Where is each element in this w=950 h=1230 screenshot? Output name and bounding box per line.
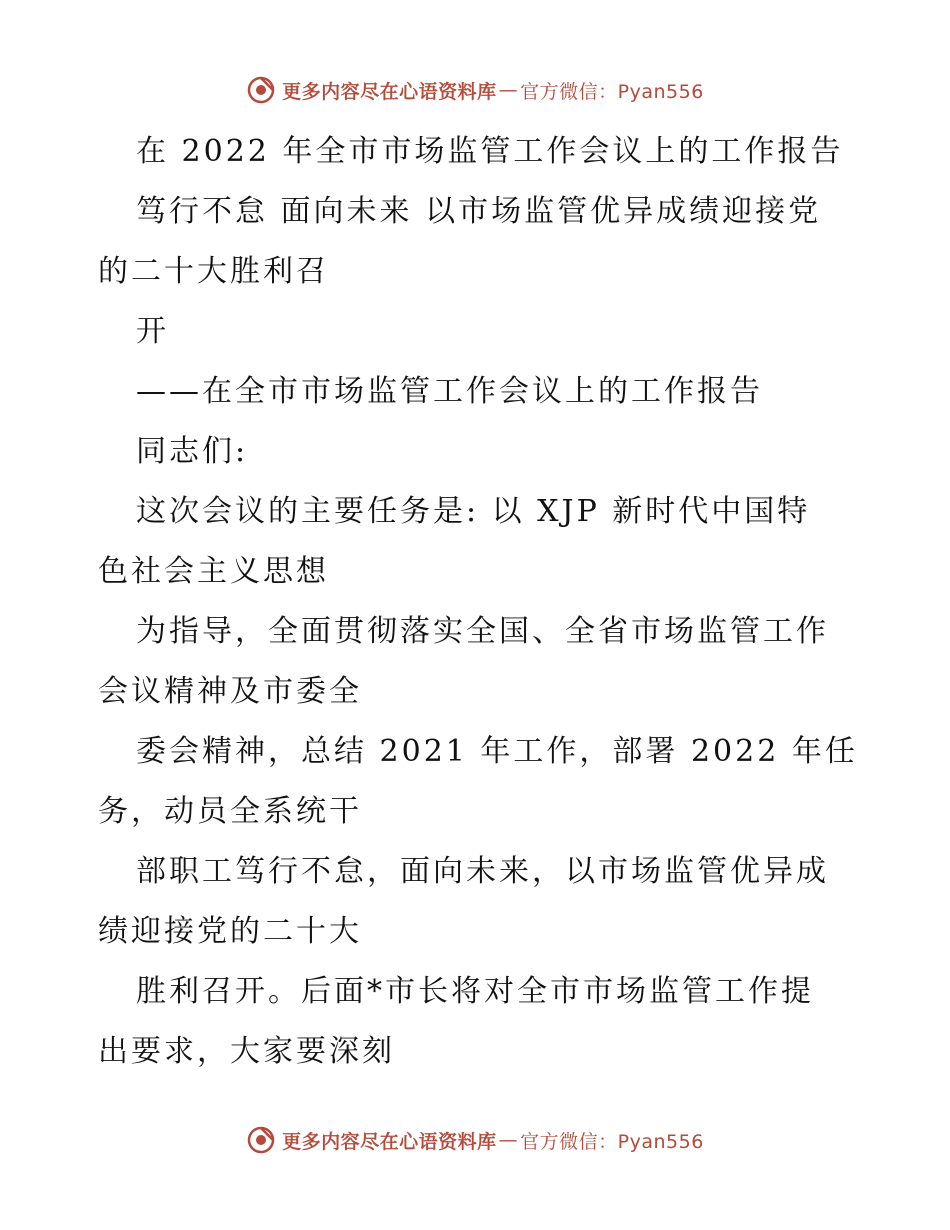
document-line: ——在全市市场监管工作会议上的工作报告 (136, 374, 763, 409)
document-line: 部职工笃行不怠，面向未来，以市场监管优异成 (136, 854, 829, 889)
document-line: 绩迎接党的二十大 (98, 914, 362, 949)
brand-logo-icon (246, 75, 276, 105)
document-body (98, 122, 858, 1082)
document-line: 开 (136, 314, 169, 349)
document-line: 委会精神，总结 2021 年工作，部署 2022 年任 (136, 734, 858, 769)
watermark-brand: 更多内容尽在心语资料库 (282, 1130, 497, 1153)
watermark-wechat: 官方微信：Pyan556 (520, 1130, 704, 1153)
document-line: 会议精神及市委全 (98, 674, 362, 709)
brand-logo-icon (246, 1125, 276, 1155)
document-line: 色社会主义思想 (98, 554, 329, 589)
header-watermark (0, 70, 950, 110)
document-line: 笃行不怠 面向未来 以市场监管优异成绩迎接党 (136, 194, 822, 229)
document-line: 这次会议的主要任务是: 以 XJP 新时代中国特 (136, 494, 811, 529)
document-line: 务，动员全系统干 (98, 794, 362, 829)
watermark-separator: — (498, 79, 519, 101)
document-line: 为指导，全面贯彻落实全国、全省市场监管工作 (136, 614, 829, 649)
document-line: 出要求，大家要深刻 (98, 1034, 395, 1069)
document-line: 同志们: (136, 434, 249, 469)
document-line: 在 2022 年全市市场监管工作会议上的工作报告 (136, 134, 844, 169)
footer-watermark (0, 1120, 950, 1160)
document-line: 胜利召开。后面*市长将对全市市场监管工作提 (136, 974, 814, 1009)
watermark-separator: — (498, 1129, 519, 1151)
watermark-wechat: 官方微信：Pyan556 (520, 80, 704, 103)
document-line: 的二十大胜利召 (98, 254, 329, 289)
watermark-brand: 更多内容尽在心语资料库 (282, 80, 497, 103)
